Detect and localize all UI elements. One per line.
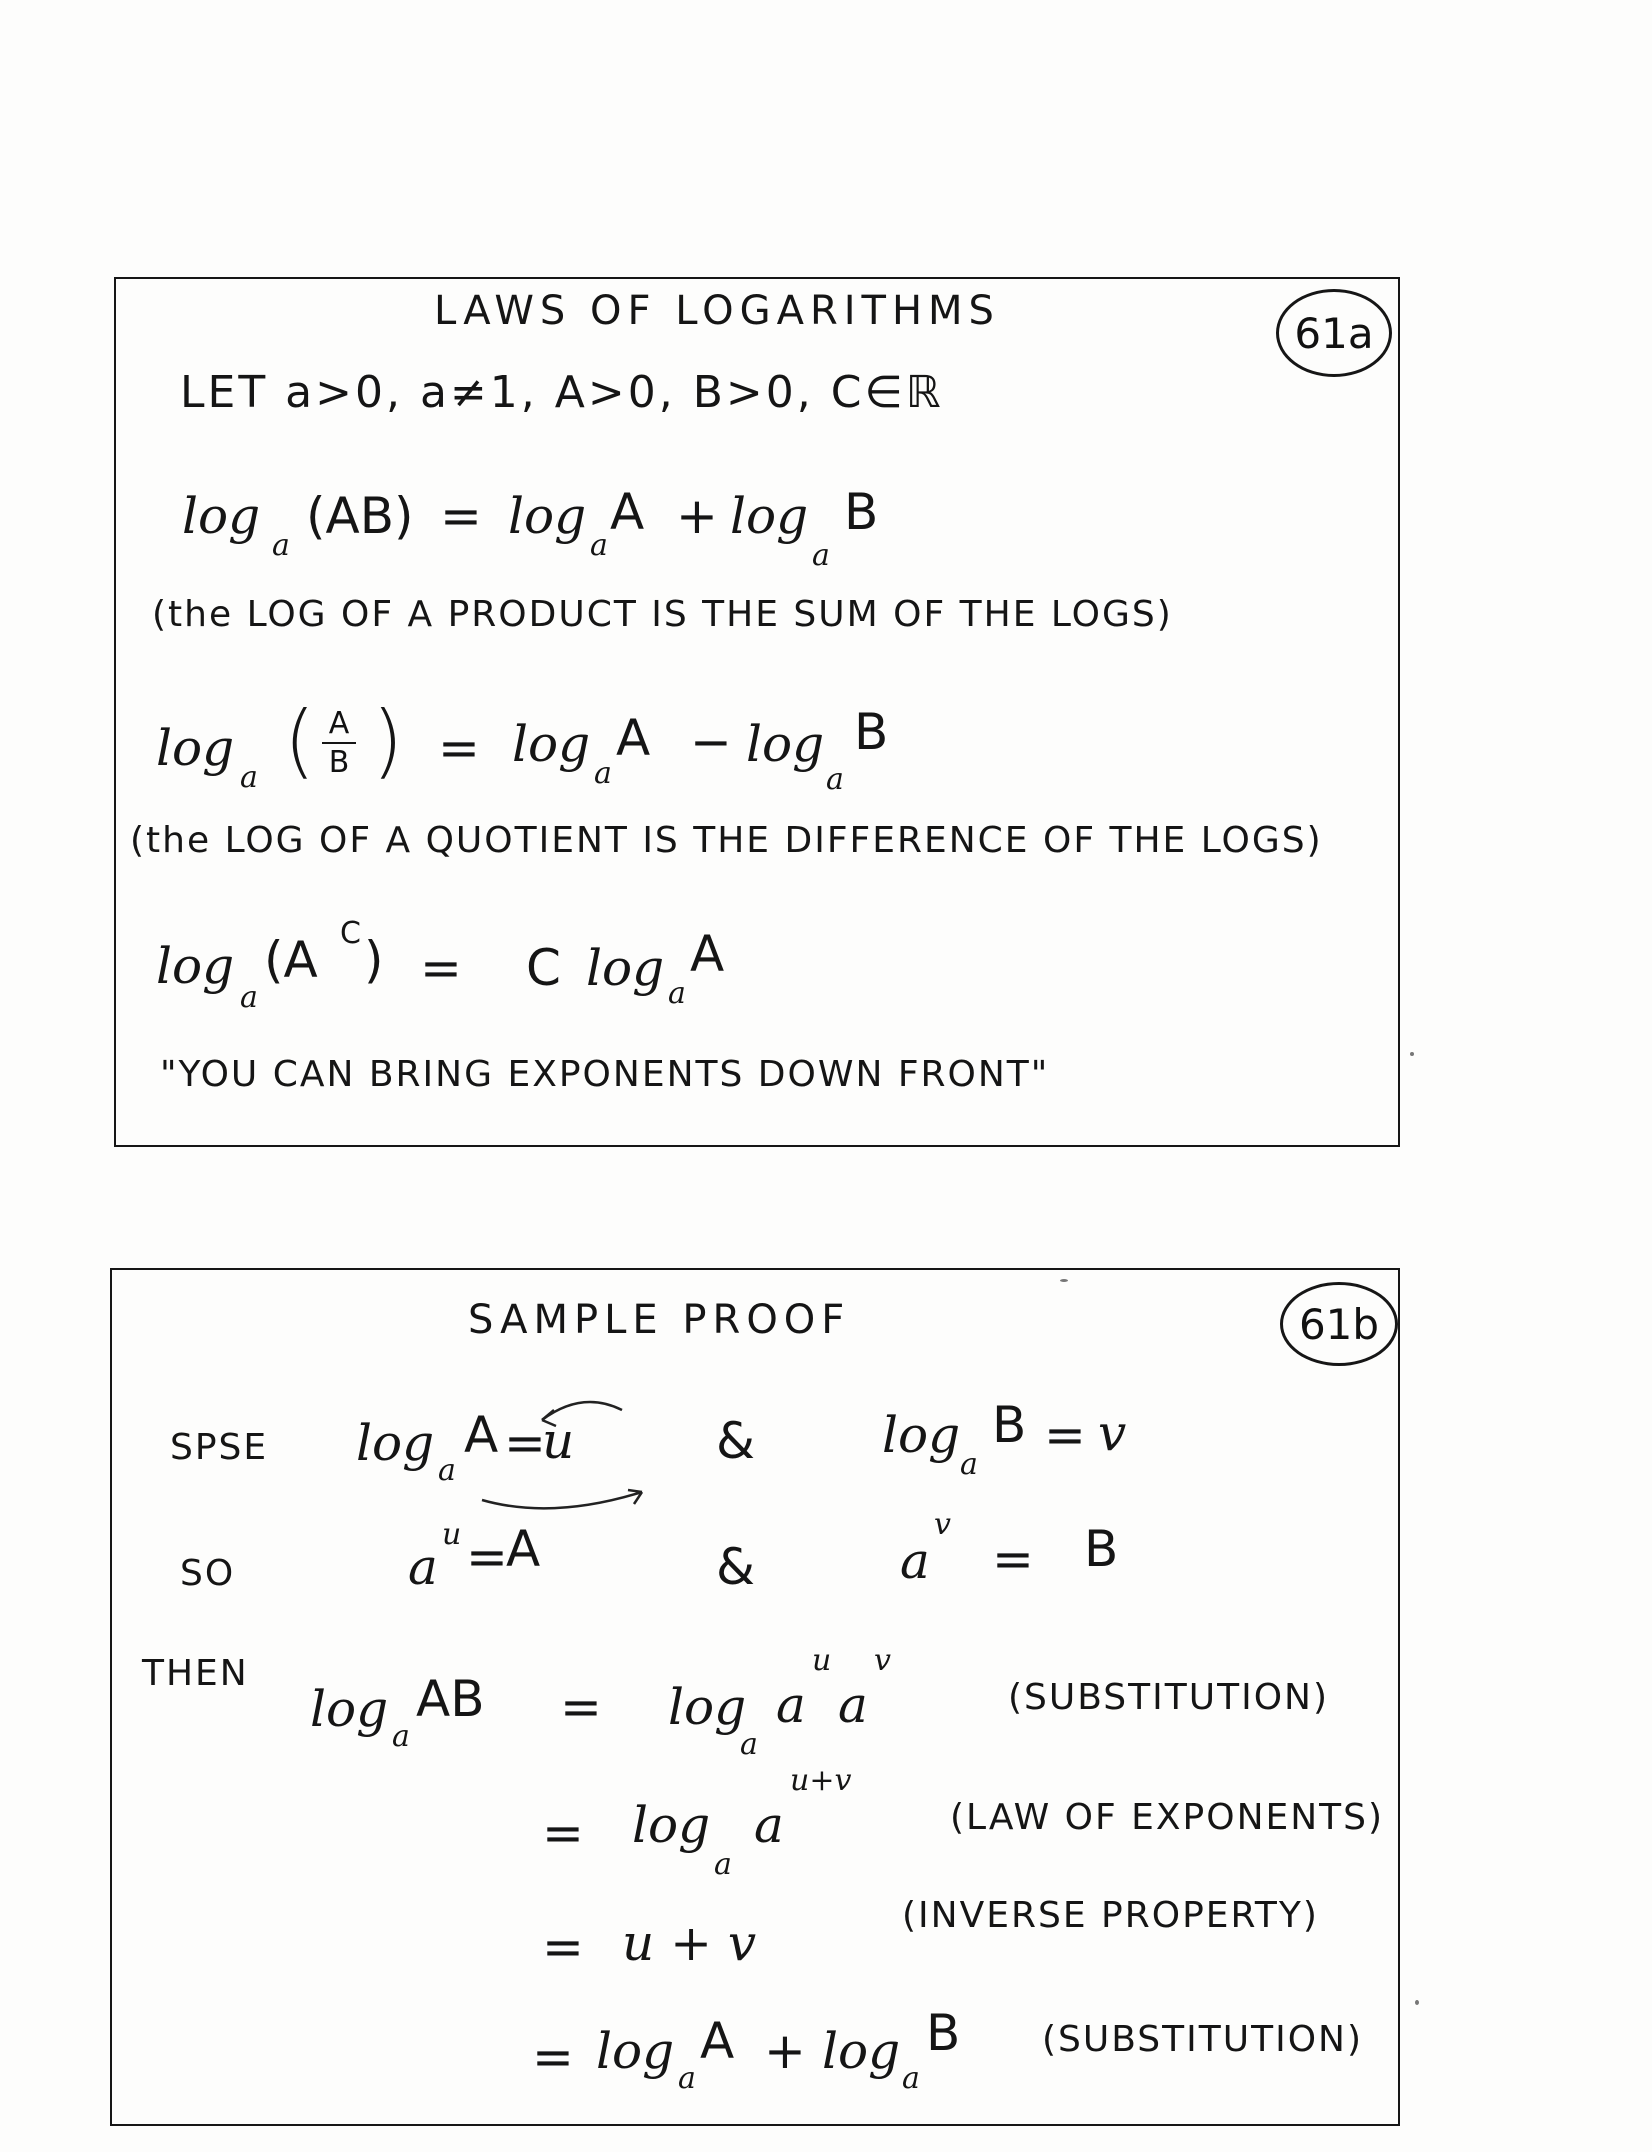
step4-t2-log: log [822,2022,901,2080]
law2-lhs-base: a [240,760,258,795]
step1-reason: (SUBSTITUTION) [1008,1677,1330,1718]
then-label: THEN [142,1653,249,1694]
law2-fraction [322,707,356,779]
step3-equals: = [542,1918,584,1976]
row1-l-value: u [542,1412,575,1470]
law2-t2-arg: B [854,703,889,761]
step4-equals: = [532,2028,574,2086]
law1-t1-base: a [590,528,608,563]
law2-t1-arg: A [616,709,651,767]
row2-l-base: a [408,1538,438,1596]
law2-numerator: A [328,706,350,741]
step2-equals: = [542,1804,584,1862]
law3-r-base: a [668,976,686,1011]
row1-r-value: v [1098,1404,1127,1462]
row2-r-base: a [900,1532,930,1590]
step2-r-a: a [754,1796,784,1854]
laws-of-logarithms-card [114,277,1400,1147]
law3-coefficient: C [526,939,561,997]
step4-t2-base: a [902,2061,920,2096]
law3-lhs-base: a [240,980,258,1015]
step1-r-base: a [740,1727,758,1762]
step4-t2-arg: B [926,2004,961,2062]
fraction-bar [322,742,356,744]
row1-l-log: log [356,1414,435,1472]
card-a-badge: 61a [1276,289,1392,377]
step1-r-log: log [668,1678,747,1736]
step2-reason: (LAW OF EXPONENTS) [950,1797,1385,1838]
card-b-badge: 61b [1280,1282,1398,1366]
step3-reason: (INVERSE PROPERTY) [902,1895,1319,1936]
law3-lhs-open: (A [264,931,318,989]
law1-t2-arg: B [844,483,879,541]
row1-r-arg: B [992,1396,1027,1454]
row1-r-equals: = [1044,1406,1086,1464]
law2-t2-log: log [746,715,825,773]
step1-equals: = [560,1678,602,1736]
step1-r-exp2: v [874,1643,891,1678]
step1-r-exp1: u [812,1643,832,1678]
step4-plus: + [764,2022,806,2080]
law2-t1-base: a [594,756,612,791]
step1-r-a2: a [838,1676,868,1734]
law1-plus: + [676,487,718,545]
step2-r-base: a [714,1847,732,1882]
step1-lhs-base: a [392,1719,410,1754]
law3-lhs-exponent: C [340,916,361,951]
row2-r-equals: = [992,1530,1034,1588]
row2-l-value: A [506,1520,541,1578]
law1-t2-log: log [730,487,809,545]
row2-r-value: B [1084,1520,1119,1578]
step3-expr: u + v [622,1914,757,1972]
row1-l-base: a [438,1453,456,1488]
law3-lhs-log: log [156,937,235,995]
row1-ampersand: & [716,1412,755,1470]
sample-proof-card [110,1268,1400,2126]
card-a-title: LAWS OF LOGARITHMS [434,288,1000,334]
law2-denominator: B [328,745,350,780]
law3-r-arg: A [690,925,725,983]
scan-speck [1410,1052,1414,1056]
conditions-line: LET a>0, a≠1, A>0, B>0, C∈ℝ [180,367,944,418]
power-law-note: "YOU CAN BRING EXPONENTS DOWN FRONT" [160,1054,1050,1095]
row1-l-equals: = [504,1414,546,1472]
law2-t1-log: log [512,715,591,773]
row1-r-log: log [882,1406,961,1464]
so-label: SO [180,1553,236,1594]
scan-speck [1060,1279,1068,1282]
step4-t1-base: a [678,2061,696,2096]
law1-lhs-base: a [272,528,290,563]
product-law-note: (the LOG OF A PRODUCT IS THE SUM OF THE LOGS) [152,594,1173,635]
law2-lhs-log: log [156,719,235,777]
law3-equals: = [420,939,462,997]
law1-t2-base: a [812,538,830,573]
step1-r-a1: a [776,1676,806,1734]
law3-lhs-close: ) [364,931,384,989]
row2-l-equals: = [466,1528,508,1586]
step4-reason: (SUBSTITUTION) [1042,2019,1364,2060]
step4-t1-log: log [596,2022,675,2080]
quotient-law-note: (the LOG OF A QUOTIENT IS THE DIFFERENCE OF THE LOGS) [130,820,1323,861]
scan-speck [1415,2000,1419,2005]
row2-l-exponent: u [442,1517,462,1552]
step2-r-log: log [632,1796,711,1854]
row2-ampersand: & [716,1538,755,1596]
law1-lhs-arg: (AB) [306,487,414,545]
law2-equals: = [438,719,480,777]
law2-minus: − [690,713,732,771]
row1-r-base: a [960,1447,978,1482]
law1-t1-log: log [508,487,587,545]
step1-lhs-log: log [310,1680,389,1738]
law1-t1-arg: A [610,483,645,541]
law3-r-log: log [586,939,665,997]
step2-r-exponent: u+v [790,1763,852,1798]
law2-close-paren: ) [372,694,404,787]
row1-l-arg: A [464,1406,499,1464]
law1-lhs-log: log [182,487,261,545]
law2-open-paren: ( [284,694,316,787]
suppose-label: SPSE [170,1427,269,1468]
step1-lhs-arg: AB [416,1670,485,1728]
row2-r-exponent: v [934,1507,951,1542]
law1-equals: = [440,487,482,545]
card-b-title: SAMPLE PROOF [468,1297,851,1343]
step4-t1-arg: A [700,2012,735,2070]
law2-t2-base: a [826,762,844,797]
